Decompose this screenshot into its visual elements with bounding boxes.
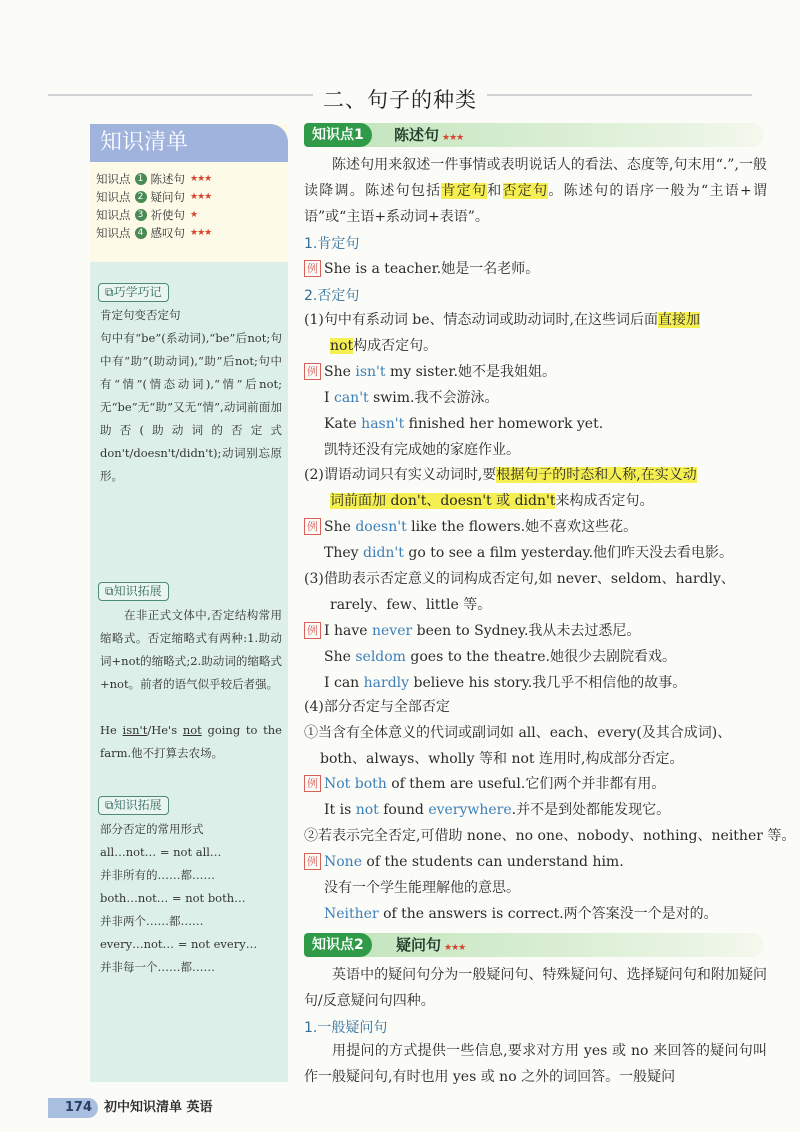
checklist-item: 知识点 3 祈使句 ★: [96, 208, 198, 222]
tip-icon: ⧉: [105, 584, 114, 598]
example-icon: 例: [304, 260, 321, 277]
example-translation: 凯特还没有完成她的家庭作业。: [324, 442, 520, 458]
star-rating: ★★★: [190, 174, 212, 184]
tip-icon: ⧉: [105, 798, 114, 812]
knowledge-point-tag: 知识点2: [304, 933, 372, 957]
example-line: 例 She is a teacher.她是一名老师。: [304, 256, 539, 282]
partial-negation-row: 并非两个……都……: [100, 914, 204, 928]
partial-negation-row: 并非每一个……都……: [100, 960, 215, 974]
star-rating: ★: [190, 210, 198, 220]
extension-body: 在非正式文体中,否定结构常用缩略式。否定缩略式有两种:1.助动词+not的缩略式;2.助动词的缩略式+not。前者的语气似乎较后者强。: [100, 608, 282, 691]
partial-negation-row: both…not… = not both…: [100, 891, 246, 905]
tip-body: 句中有“be”(系动词),“be”后not;句中有“助”(助动词),“助”后not;句中有“情”(情态动词),“情”后not;无“be”无“助”又无“情”,动词前面加助否(助动词的否定式don't/doesn't/didn't);动词别忘原形。: [100, 331, 282, 483]
rule-4-1-cont: both、always、wholly 等和 not 连用时,构成部分否定。: [320, 751, 684, 767]
partial-negation-heading: 部分否定的常用形式: [100, 822, 204, 836]
knowledge-point-1-header: [304, 123, 764, 147]
checklist-item: 知识点 1 陈述句 ★★★: [96, 172, 212, 186]
example-line: Neither of the answers is correct.两个答案没一个是对的。: [324, 906, 718, 922]
kp2-intro: 英语中的疑问句分为一般疑问句、特殊疑问句、选择疑问句和附加疑问句/反意疑问句四种。: [304, 967, 767, 1009]
footer-book-title: 初中知识清单 英语: [104, 1100, 213, 1115]
number-badge: 1: [135, 173, 147, 185]
partial-negation-row: every…not… = not every…: [100, 937, 258, 951]
checklist-item: 知识点 4 感叹句 ★★★: [96, 226, 212, 240]
example-icon: 例: [304, 622, 321, 639]
example-line: I can't swim.我不会游泳。: [324, 390, 499, 406]
partial-negation-row: all…not… = not all…: [100, 845, 222, 859]
section-affirmative: 1.肯定句: [304, 236, 360, 252]
section-yes-no-question: 1.一般疑问句: [304, 1020, 388, 1036]
number-badge: 4: [135, 227, 147, 239]
example-translation: 没有一个学生能理解他的意思。: [324, 880, 520, 896]
rule-2-cont: 词前面加 don't、doesn't 或 didn't来构成否定句。: [330, 493, 654, 509]
checklist-item: 知识点 2 疑问句 ★★★: [96, 190, 212, 204]
tip-heading: 肯定句变否定句: [100, 308, 181, 322]
example-line: Kate hasn't finished her homework yet.: [324, 416, 604, 432]
example-icon: 例: [304, 363, 321, 380]
knowledge-point-tag: 知识点1: [304, 123, 372, 147]
tip-icon: ⧉: [105, 285, 114, 299]
example-line: 例 She isn't my sister.她不是我姐姐。: [304, 359, 556, 385]
checklist-title: 知识清单: [90, 124, 288, 162]
example-line: They didn't go to see a film yesterday.他们昨天没去看电影。: [324, 545, 734, 561]
knowledge-point-title: 陈述句 ★★★: [394, 126, 464, 144]
star-rating: ★★★: [190, 192, 212, 202]
example-icon: 例: [304, 518, 321, 535]
example-line: I can hardly believe his story.我几乎不相信他的故事。: [324, 675, 687, 691]
star-rating: ★★★: [442, 133, 464, 143]
example-line: It is not found everywhere.并不是到处都能发现它。: [324, 802, 671, 818]
number-badge: 2: [135, 191, 147, 203]
page-title: 二、句子的种类: [0, 84, 800, 114]
knowledge-point-2-header: [304, 933, 764, 957]
knowledge-point-title: 疑问句 ★★★: [396, 936, 466, 954]
partial-negation-row: 并非所有的……都……: [100, 868, 215, 882]
kp1-intro: 陈述句用来叙述一件事情或表明说话人的看法、态度等,句末用“.”,一般读降调。陈述句包括肯定句和否定句。陈述句的语序一般为“主语+谓语”或“主语+系动词+表语”。: [304, 157, 768, 225]
checklist: [96, 170, 286, 242]
example-line: 例 She doesn't like the flowers.她不喜欢这些花。: [304, 514, 637, 540]
rule-4: (4)部分否定与全部否定: [304, 699, 450, 715]
extension-box-title: ⧉知识拓展: [98, 796, 169, 815]
example-line: She seldom goes to the theatre.她很少去剧院看戏。: [324, 649, 676, 665]
rule-4-2: ②若表示完全否定,可借助 none、no one、nobody、nothing、neither 等。: [304, 828, 796, 844]
star-rating: ★★★: [444, 943, 466, 953]
example-line: 例 Not both of them are useful.它们两个并非都有用。: [304, 771, 665, 797]
rule-3-cont: rarely、few、little 等。: [330, 597, 492, 613]
example-icon: 例: [304, 775, 321, 792]
rule-2: (2)谓语动词只有实义动词时,要根据句子的时态和人称,在实义动: [304, 467, 697, 483]
example-icon: 例: [304, 853, 321, 870]
page-number: 174: [48, 1098, 98, 1118]
rule-1: (1)句中有系动词 be、情态动词或助动词时,在这些词后面直接加: [304, 312, 700, 328]
rule-1-cont: not构成否定句。: [330, 338, 438, 354]
example-line: 例 I have never been to Sydney.我从未去过悉尼。: [304, 618, 640, 644]
extension-box-title: ⧉知识拓展: [98, 582, 169, 601]
rule-4-1: ①当含有全体意义的代词或副词如 all、each、every(及其合成词)、: [304, 725, 732, 741]
yes-no-question-body: 用提问的方式提供一些信息,要求对方用 yes 或 no 来回答的疑问句叫作一般疑问句,有时也用 yes 或 no 之外的词回答。一般疑问: [304, 1043, 767, 1085]
extension-example: He isn't/He's not going to the farm.他不打算去农场。: [100, 723, 282, 760]
number-badge: 3: [135, 209, 147, 221]
section-negative: 2.否定句: [304, 288, 360, 304]
star-rating: ★★★: [190, 228, 212, 238]
rule-3: (3)借助表示否定意义的词构成否定句,如 never、seldom、hardly、: [304, 571, 735, 587]
example-line: 例 None of the students can understand him.: [304, 849, 624, 875]
tip-box-title: ⧉巧学巧记: [98, 283, 169, 302]
